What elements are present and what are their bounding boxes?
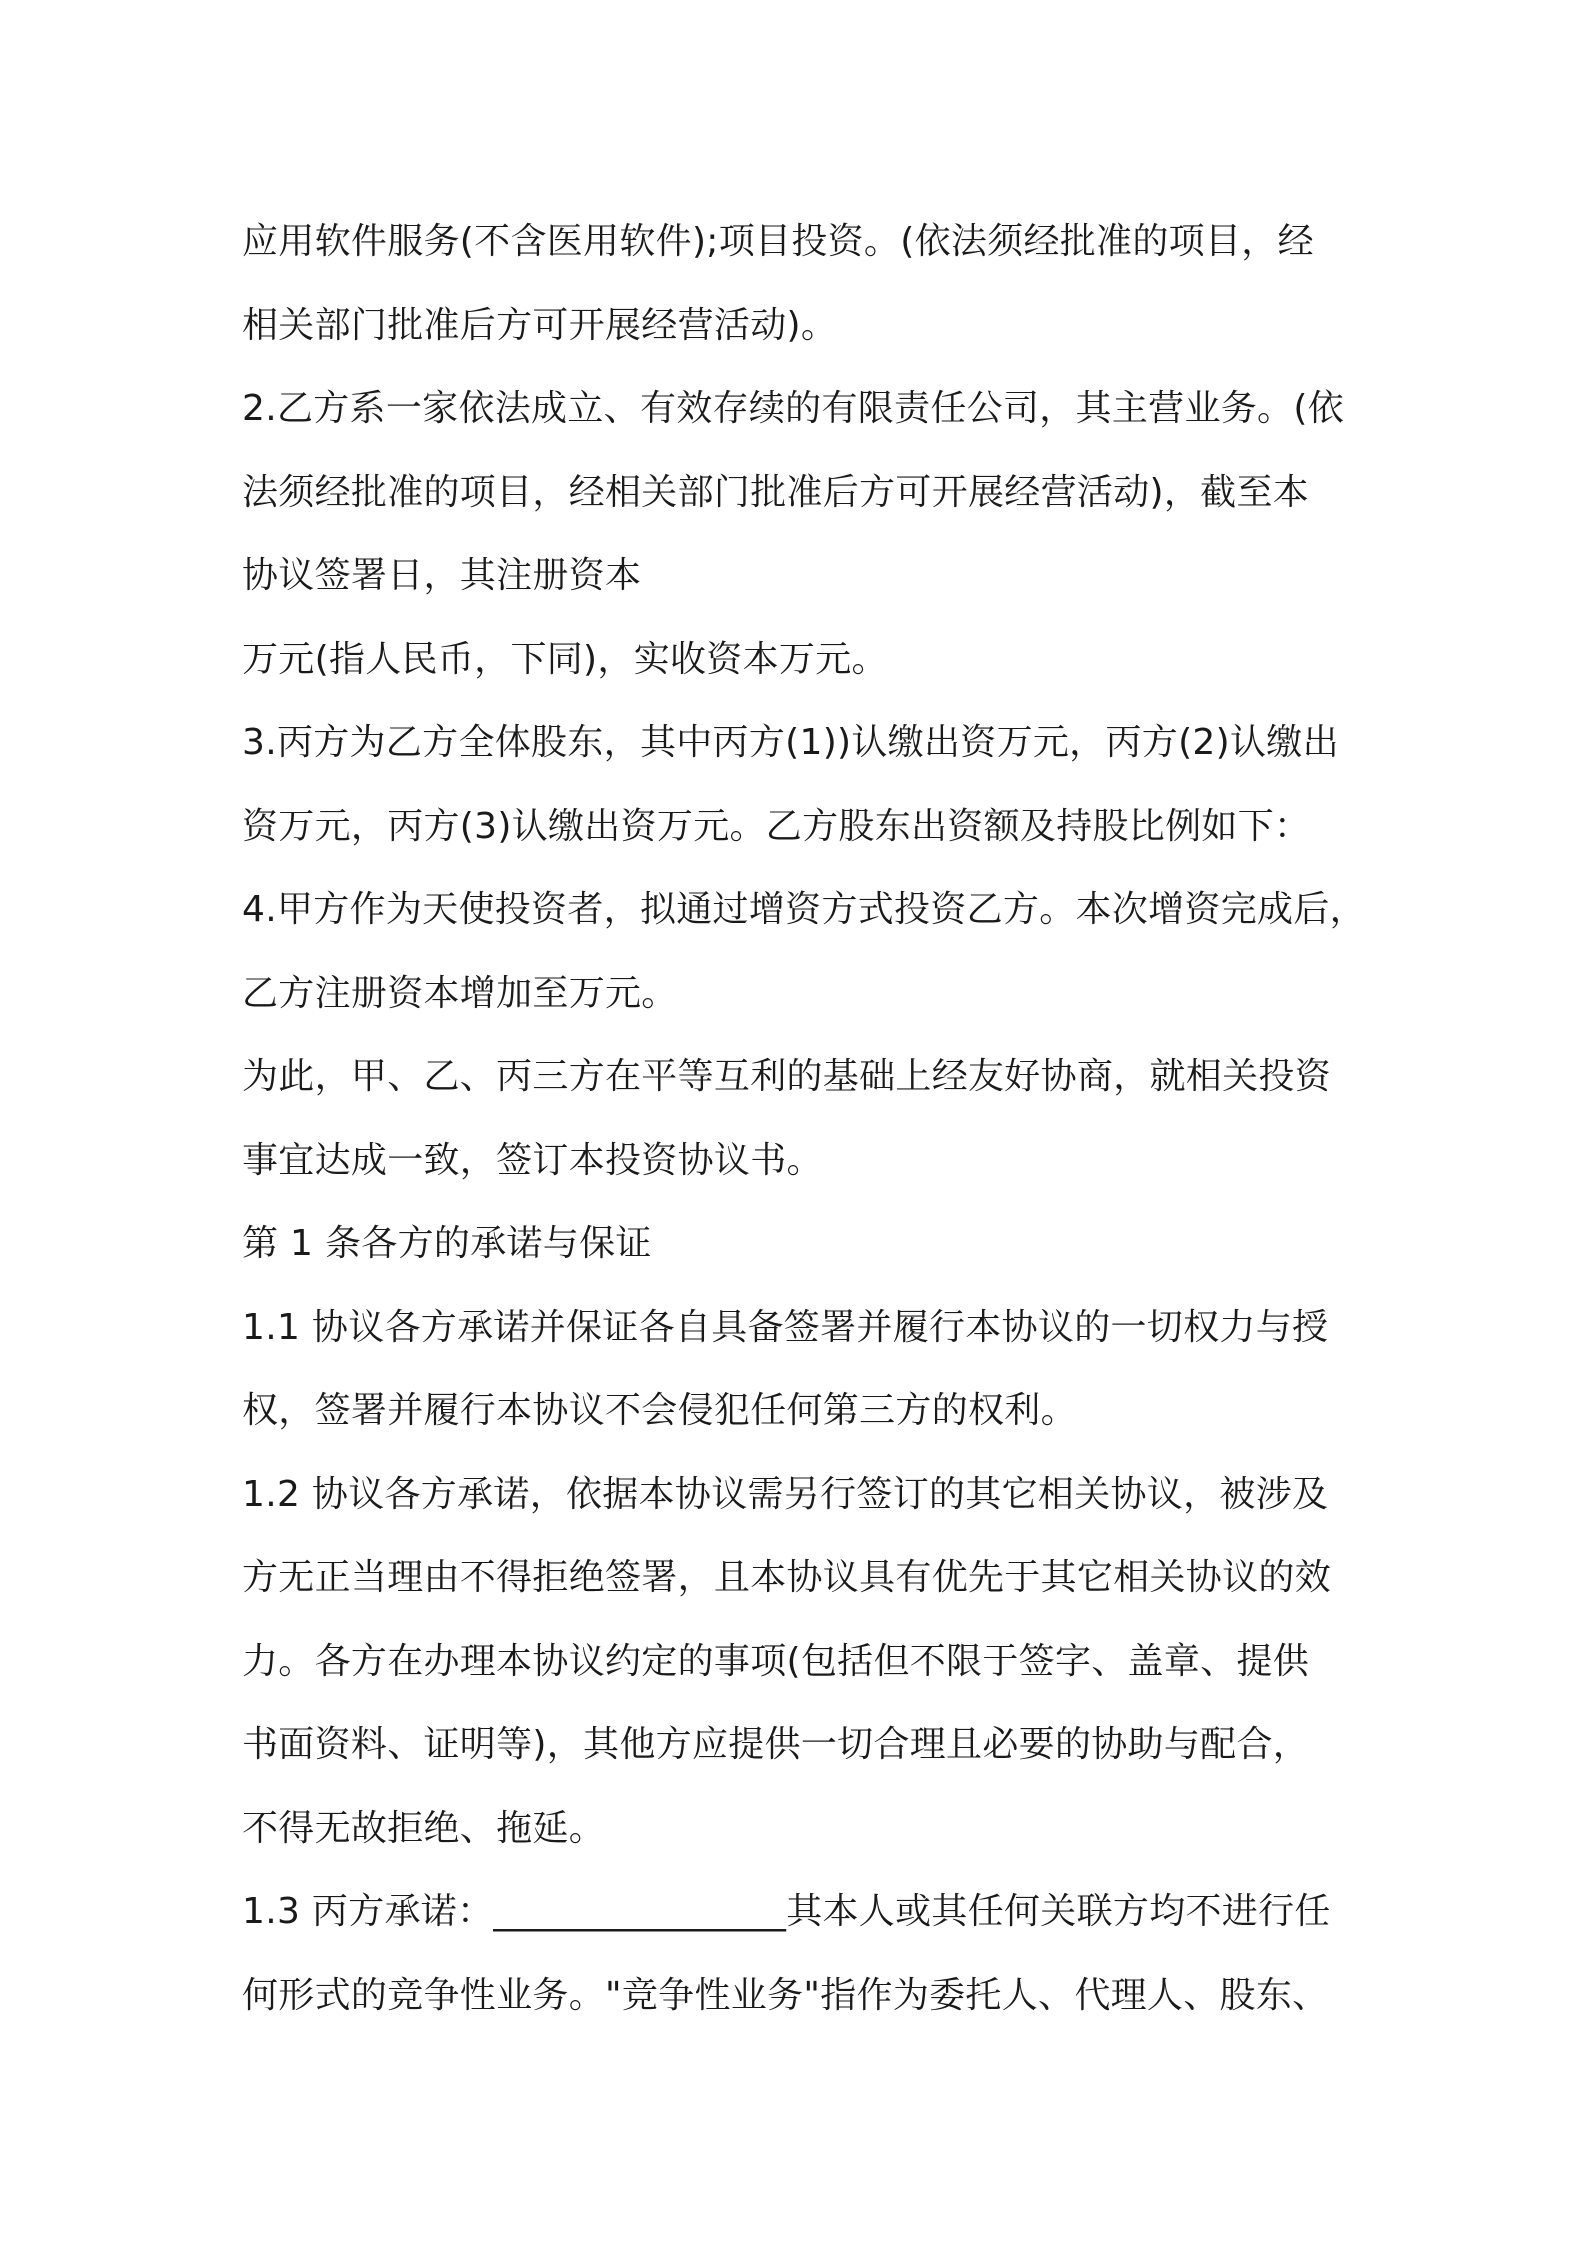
paragraph-line: 力。各方在办理本协议约定的事项(包括但不限于签字、盖章、提供	[242, 1640, 1310, 1682]
paragraph-line: 万元(指人民币，下同)，实收资本万元。	[242, 638, 888, 680]
paragraph-line: 资万元，丙方(3)认缴出资万元。乙方股东出资额及持股比例如下：	[242, 805, 1311, 847]
paragraph-line: 协议签署日，其注册资本	[242, 555, 642, 596]
paragraph-line: 相关部门批准后方可开展经营活动)。	[242, 304, 838, 346]
paragraph-line: 何形式的竞争性业务。"竞争性业务"指作为委托人、代理人、股东、	[242, 1974, 1329, 2016]
paragraph-line: 1.1 协议各方承诺并保证各自具备签署并履行本协议的一切权力与授	[242, 1306, 1329, 1348]
section-heading: 第 1 条各方的承诺与保证	[242, 1223, 652, 1264]
paragraph-line: 方无正当理由不得拒绝签署，且本协议具有优先于其它相关协议的效	[242, 1557, 1332, 1598]
document-body	[242, 200, 1372, 2037]
paragraph-line: 不得无故拒绝、拖延。	[242, 1807, 606, 1849]
paragraph-line: 3.丙方为乙方全体股东，其中丙方(1))认缴出资万元，丙方(2)认缴出	[242, 722, 1339, 763]
paragraph-line: 为此，甲、乙、丙三方在平等互利的基础上经友好协商，就相关投资	[242, 1056, 1332, 1097]
paragraph-line: 权，签署并履行本协议不会侵犯任何第三方的权利。	[242, 1390, 1077, 1431]
paragraph-line: 乙方注册资本增加至万元。	[242, 972, 678, 1014]
paragraph-line: 书面资料、证明等)，其他方应提供一切合理且必要的协助与配合，	[242, 1724, 1310, 1765]
paragraph-line: 事宜达成一致，签订本投资协议书。	[242, 1139, 823, 1181]
paragraph-line: 2.乙方系一家依法成立、有效存续的有限责任公司，其主营业务。(依	[242, 388, 1344, 429]
paragraph-line: 法须经批准的项目，经相关部门批准后方可开展经营活动)，截至本	[242, 471, 1310, 513]
paragraph-line: 应用软件服务(不含医用软件);项目投资。(依法须经批准的项目，经	[242, 221, 1314, 262]
paragraph-line: 1.3 丙方承诺：________________其本人或其任何关联方均不进行任	[242, 1891, 1331, 1932]
paragraph-line: 1.2 协议各方承诺，依据本协议需另行签订的其它相关协议，被涉及	[242, 1473, 1329, 1515]
paragraph-line: 4.甲方作为天使投资者，拟通过增资方式投资乙方。本次增资完成后，	[242, 889, 1366, 930]
